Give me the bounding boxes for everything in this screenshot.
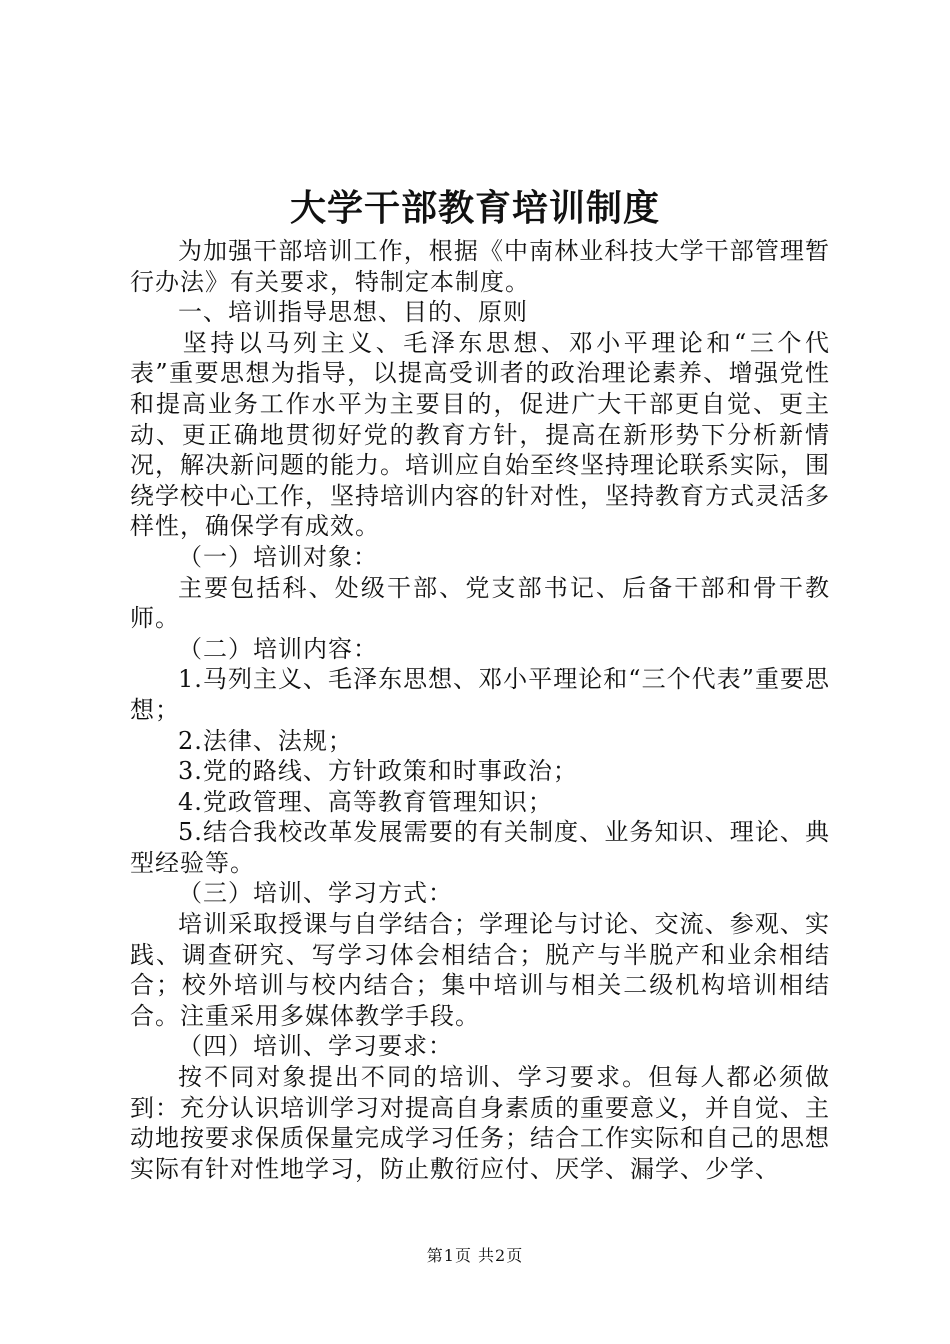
targets-paragraph: 主要包括科、处级干部、党支部书记、后备干部和骨干教师。 xyxy=(130,573,830,633)
principles-paragraph: 坚持以马列主义、毛泽东思想、邓小平理论和“三个代表”重要思想为指导，以提高受训者的政治理论素养、增强党性和提高业务工作水平为主要目的，促进广大干部更自觉、更主动、更正确地贯彻好党的教育方针，提高在新形势下分析新情况，解决新问题的能力。培训应自始至终坚持理论联系实际，围绕学校中心工作，坚持培训内容的针对性，坚持教育方式灵活多样性，确保学有成效。 xyxy=(130,328,830,541)
methods-paragraph: 培训采取授课与自学结合；学理论与讨论、交流、参观、实践、调查研究、写学习体会相结合；脱产与半脱产和业余相结合；校外培训与校内结合；集中培训与相关二级机构培训相结合。注重采用多媒体教学手段。 xyxy=(130,910,830,1030)
document-body xyxy=(130,236,830,1184)
content-item-4: 4.党政管理、高等教育管理知识； xyxy=(178,787,553,816)
subheading-methods: （三）培训、学习方式： xyxy=(178,879,453,908)
section-heading-principles: 一、培训指导思想、目的、原则 xyxy=(178,298,528,327)
requirements-paragraph: 按不同对象提出不同的培训、学习要求。但每人都必须做到：充分认识培训学习对提高自身素质的重要意义，并自觉、主动地按要求保质保量完成学习任务；结合工作实际和自己的思想实际有针对性地学习，防止敷衍应付、厌学、漏学、少学、 xyxy=(130,1063,830,1183)
subheading-requirements: （四）培训、学习要求： xyxy=(178,1032,453,1061)
page-footer: 第1页 共2页 xyxy=(426,1246,524,1265)
content-item-1: 1.马列主义、毛泽东思想、邓小平理论和“三个代表”重要思想； xyxy=(130,665,830,724)
subheading-content: （二）培训内容： xyxy=(178,634,378,663)
subheading-targets: （一）培训对象： xyxy=(178,542,378,571)
content-item-2: 2.法律、法规； xyxy=(178,726,353,755)
content-item-3: 3.党的路线、方针政策和时事政治； xyxy=(178,757,578,786)
intro-paragraph: 为加强干部培训工作，根据《中南林业科技大学干部管理暂行办法》有关要求，特制定本制度。 xyxy=(130,237,830,296)
document-title: 大学干部教育培训制度 xyxy=(289,187,660,229)
content-item-5: 5.结合我校改革发展需要的有关制度、业务知识、理论、典型经验等。 xyxy=(130,818,830,877)
